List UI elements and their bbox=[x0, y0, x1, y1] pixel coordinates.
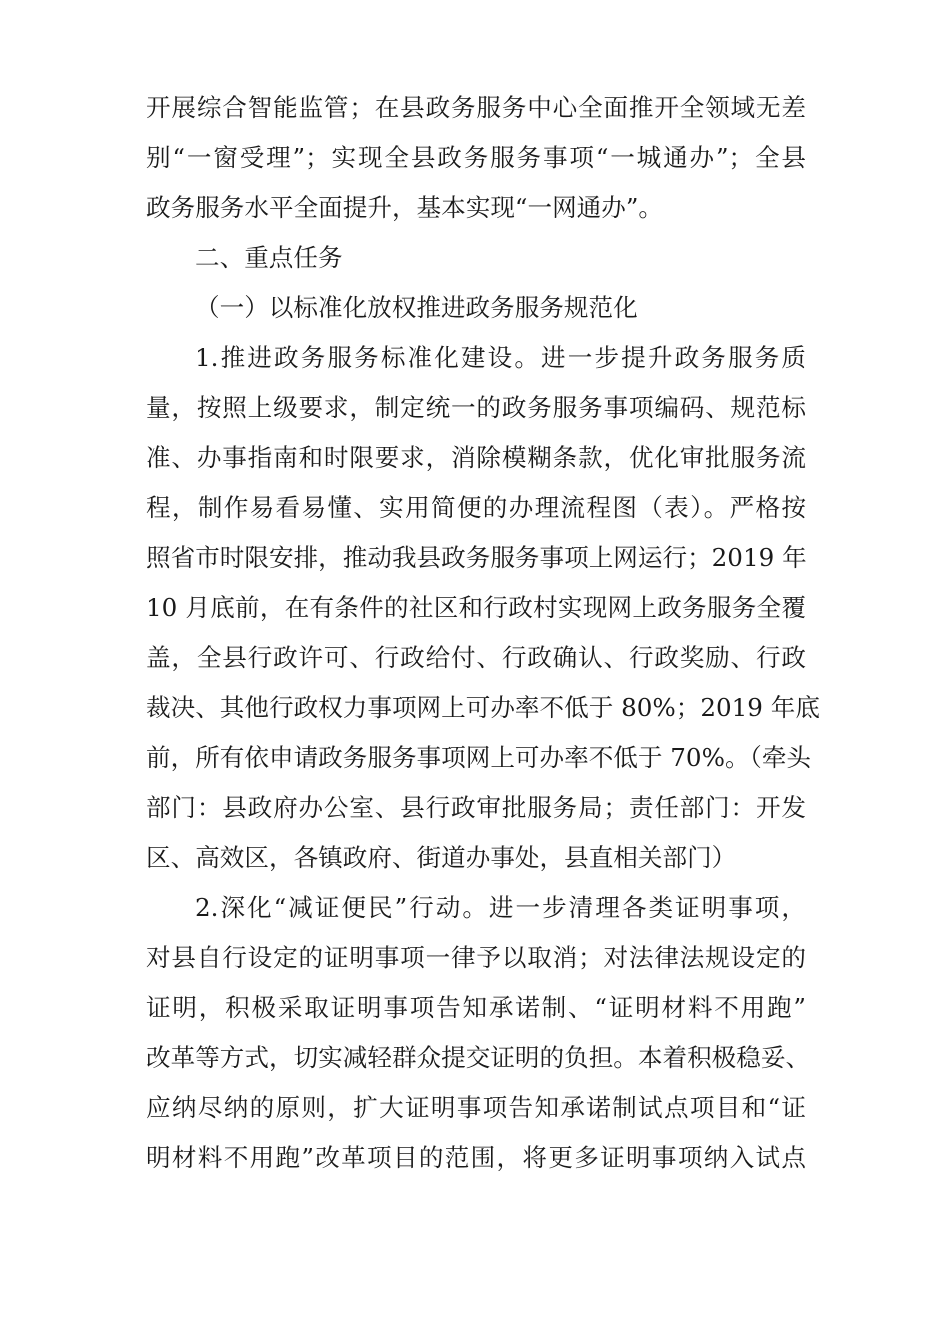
text-line: 证明，积极采取证明事项告知承诺制、“证明材料不用跑” bbox=[146, 993, 806, 1022]
text-line: 10 月底前，在有条件的社区和行政村实现网上政务服务全覆 bbox=[146, 593, 806, 622]
text-line: 前，所有依申请政务服务事项网上可办率不低于 70%。（牵头 bbox=[146, 743, 812, 772]
text-line: 部门：县政府办公室、县行政审批服务局；责任部门：开发 bbox=[146, 793, 806, 822]
text-line: 改革等方式，切实减轻群众提交证明的负担。本着积极稳妥、 bbox=[146, 1043, 811, 1072]
text-line: 准、办事指南和时限要求，消除模糊条款，优化审批服务流 bbox=[146, 443, 806, 472]
text-line: 应纳尽纳的原则，扩大证明事项告知承诺制试点项目和“证 bbox=[146, 1093, 806, 1122]
text-line: 政务服务水平全面提升，基本实现“一网通办”。 bbox=[146, 193, 664, 222]
text-line: 盖，全县行政许可、行政给付、行政确认、行政奖励、行政 bbox=[146, 643, 806, 672]
text-line: 对县自行设定的证明事项一律予以取消；对法律法规设定的 bbox=[146, 943, 806, 972]
text-line: 区、高效区，各镇政府、街道办事处，县直相关部门） bbox=[146, 843, 737, 872]
paragraph-start-line: 1.推进政务服务标准化建设。进一步提升政务服务质 bbox=[195, 343, 806, 372]
section-heading: 二、重点任务 bbox=[195, 243, 343, 272]
text-line: 裁决、其他行政权力事项网上可办率不低于 80%；2019 年底 bbox=[146, 693, 820, 722]
text-line: 别“一窗受理”；实现全县政务服务事项“一城通办”；全县 bbox=[146, 143, 806, 172]
subsection-heading: （一）以标准化放权推进政务服务规范化 bbox=[195, 293, 638, 322]
paragraph-start-line: 2.深化“减证便民”行动。进一步清理各类证明事项， bbox=[195, 893, 806, 922]
text-line: 程，制作易看易懂、实用简便的办理流程图（表）。严格按 bbox=[146, 493, 806, 522]
text-line: 明材料不用跑”改革项目的范围，将更多证明事项纳入试点 bbox=[146, 1143, 806, 1172]
text-line: 开展综合智能监管；在县政务服务中心全面推开全领域无差 bbox=[146, 93, 806, 122]
text-line: 照省市时限安排，推动我县政务服务事项上网运行；2019 年 bbox=[146, 543, 807, 572]
text-line: 量，按照上级要求，制定统一的政务服务事项编码、规范标 bbox=[146, 393, 806, 422]
